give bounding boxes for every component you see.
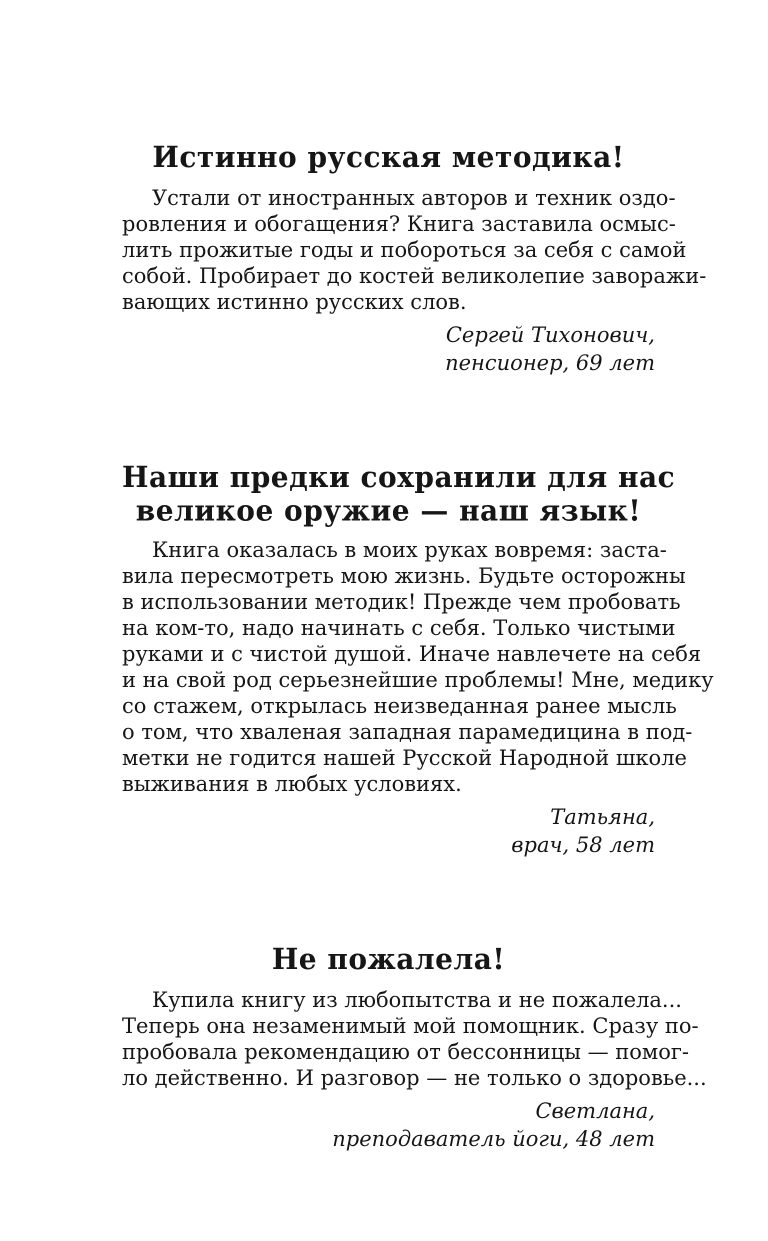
testimonial-list [122,139,714,1153]
testimonial-body-line: вила пересмотреть мою жизнь. Будьте осторожны [122,564,686,588]
testimonial-body-line: вающих истинно русских слов. [122,290,467,314]
testimonial-body-line: ло действенно. И разговор — не только о здоровье... [122,1066,707,1090]
testimonial-attribution-line: пенсионер, 69 лет [445,351,655,375]
testimonial-block [122,941,707,1153]
testimonial-heading [122,943,655,976]
testimonial-attribution-line: преподаватель йоги, 48 лет [332,1127,655,1151]
testimonial-block [122,459,714,859]
testimonial-block [122,139,707,377]
testimonial-body-line: собой. Пробирает до костей великолепие заворажи- [122,264,707,288]
testimonial-body [122,185,707,315]
testimonial-body-line: лить прожитые годы и побороться за себя с самой [122,238,687,262]
testimonial-body [122,987,707,1091]
testimonial-attribution [122,803,655,859]
testimonial-attribution [122,321,655,377]
testimonial-heading [122,141,655,174]
testimonial-body [122,537,714,797]
testimonial-heading-line: Истинно русская методика! [152,139,625,175]
testimonial-heading-line: Не пожалела! [271,941,506,977]
testimonial-body-line: о том, что хваленая западная парамедицина в под- [122,720,693,744]
testimonial-body-line: Купила книгу из любопытства и не пожалела... [152,988,682,1012]
testimonial-body-line: ровления и обогащения? Книга заставила осмыс- [122,212,676,236]
testimonial-body-line: Теперь она незаменимый мой помощник. Сразу по- [122,1014,699,1038]
testimonial-body-line: Книга оказалась в моих руках вовремя: заста- [152,538,667,562]
testimonial-heading [122,459,676,528]
testimonial-body-line: Устали от иностранных авторов и техник оздо- [152,186,676,210]
testimonial-attribution [122,1097,655,1153]
testimonial-attribution-line: Светлана, [535,1099,655,1123]
testimonial-heading-line: великое оружие — наш язык! [135,493,642,528]
testimonial-body-line: и на свой род серьезнейшие проблемы! Мне, медику [122,668,714,692]
testimonial-attribution-line: Сергей Тихонович, [445,323,655,347]
testimonial-heading-line: Наши предки сохранили для нас [122,459,676,495]
testimonial-body-line: со стажем, открылась неизведанная ранее мысль [122,694,677,718]
testimonial-body-line: метки не годится нашей Русской Народной школе [122,746,687,770]
testimonial-body-line: выживания в любых условиях. [122,772,462,796]
testimonial-body-line: на ком-то, надо начинать с себя. Только чистыми [122,616,676,640]
testimonial-attribution-line: врач, 58 лет [511,833,655,857]
testimonial-body-line: руками и с чистой душой. Иначе навлечете на себя [122,642,702,666]
testimonial-body-line: пробовала рекомендацию от бессонницы — помог- [122,1040,689,1064]
testimonial-attribution-line: Татьяна, [550,805,655,829]
testimonial-body-line: в использовании методик! Прежде чем пробовать [122,590,681,614]
